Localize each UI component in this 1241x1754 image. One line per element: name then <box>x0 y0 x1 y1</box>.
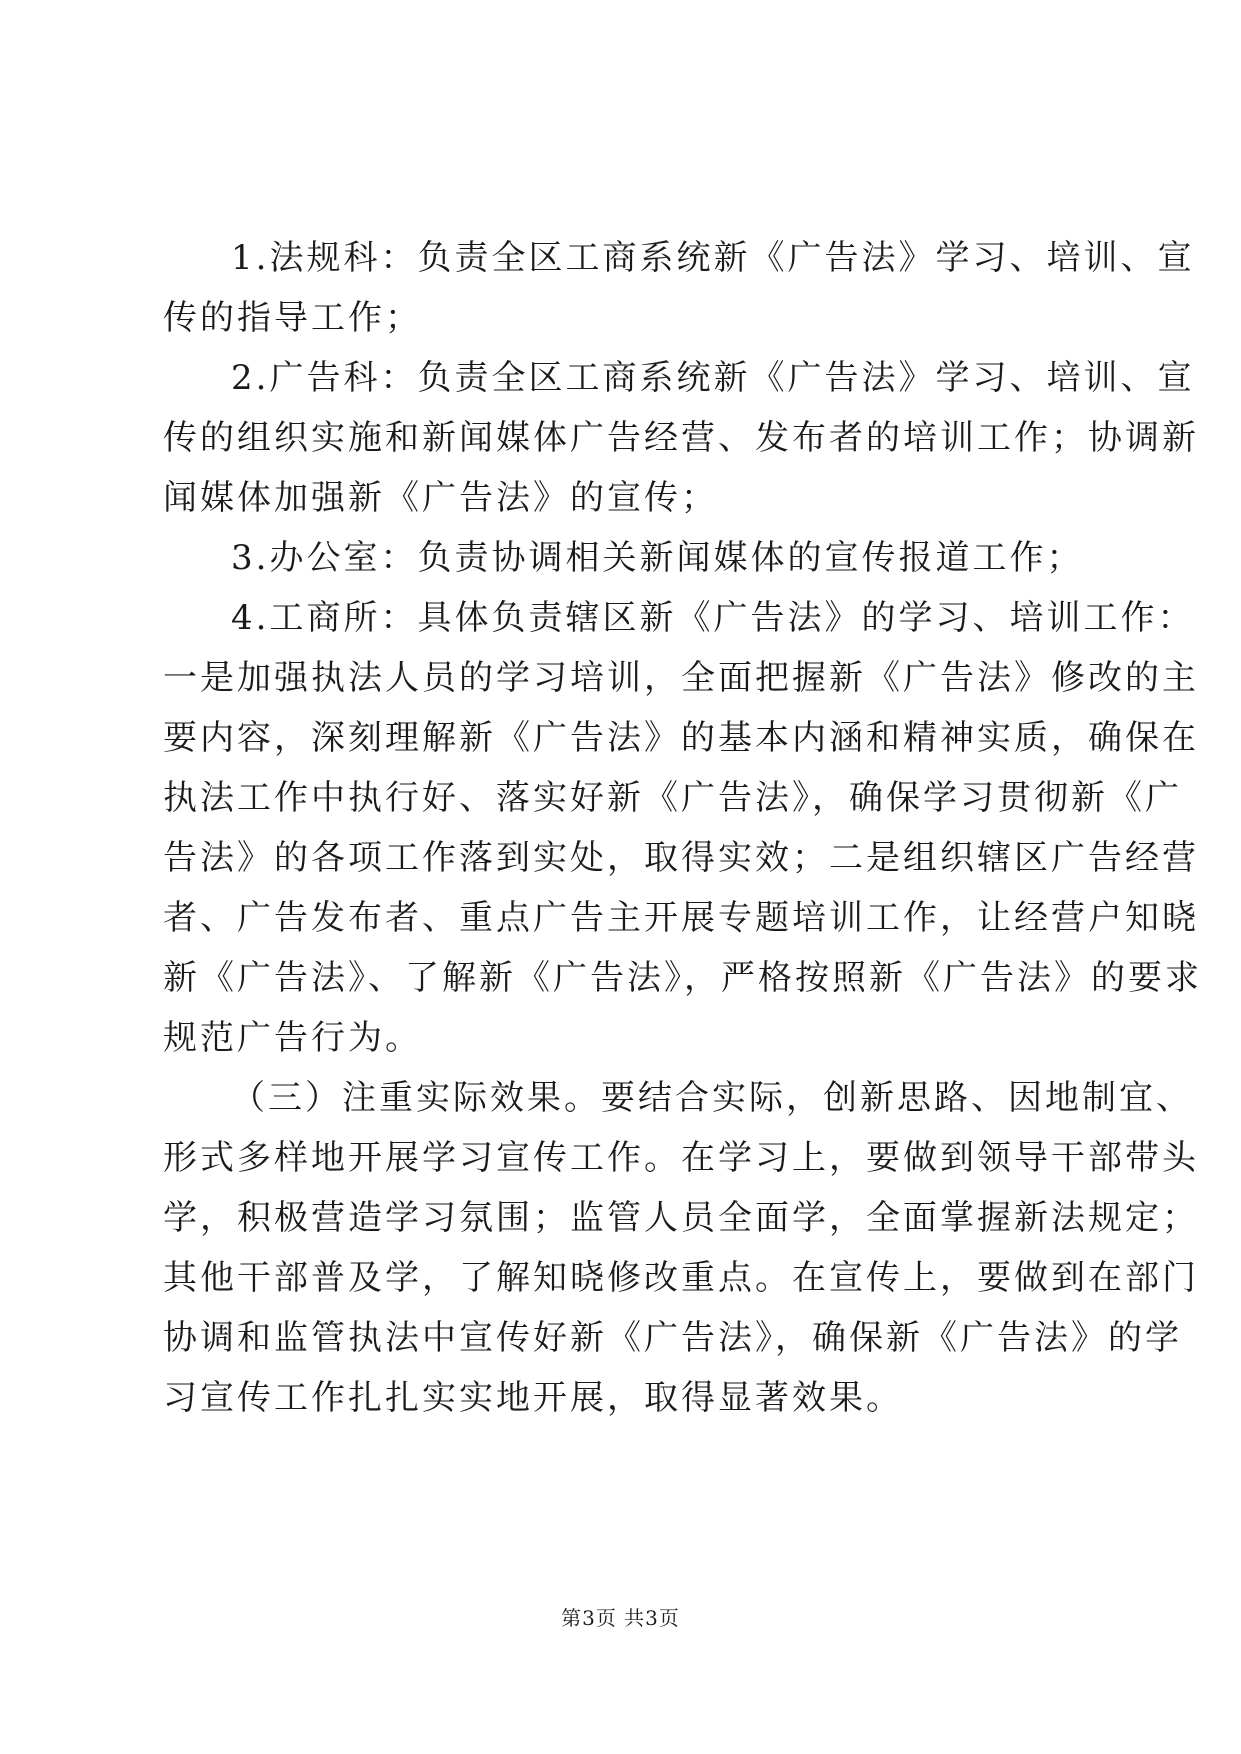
paragraph-line: 学，积极营造学习氛围；监管人员全面学，全面掌握新法规定； <box>163 1198 1199 1238</box>
document-body <box>163 228 1202 1428</box>
paragraph-line: 协调和监管执法中宣传好新《广告法》，确保新《广告法》的学 <box>163 1318 1182 1358</box>
paragraph-line: 执法工作中执行好、落实好新《广告法》，确保学习贯彻新《广 <box>163 778 1182 818</box>
paragraph-line: 其他干部普及学，了解知晓修改重点。在宣传上，要做到在部门 <box>163 1258 1199 1298</box>
paragraph-line: 习宣传工作扎扎实实地开展，取得显著效果。 <box>163 1378 903 1418</box>
paragraph-line: 要内容，深刻理解新《广告法》的基本内涵和精神实质，确保在 <box>163 718 1199 758</box>
paragraph-line: 4.工商所：具体负责辖区新《广告法》的学习、培训工作： <box>231 598 1195 638</box>
page-number-footer: 第3页 共3页 <box>561 1606 680 1630</box>
paragraph-line: 传的指导工作； <box>163 298 422 338</box>
paragraph-line: 一是加强执法人员的学习培训，全面把握新《广告法》修改的主 <box>163 658 1199 698</box>
paragraph-line: 者、广告发布者、重点广告主开展专题培训工作，让经营户知晓 <box>163 898 1199 938</box>
paragraph-line: 2.广告科：负责全区工商系统新《广告法》学习、培训、宣 <box>231 358 1195 398</box>
paragraph-line: 传的组织实施和新闻媒体广告经营、发布者的培训工作；协调新 <box>163 418 1199 458</box>
paragraph-line: 告法》的各项工作落到实处，取得实效；二是组织辖区广告经营 <box>163 838 1199 878</box>
paragraph-line: 3.办公室：负责协调相关新闻媒体的宣传报道工作； <box>231 538 1084 578</box>
paragraph-line: 闻媒体加强新《广告法》的宣传； <box>163 478 718 518</box>
paragraph-line: 1.法规科：负责全区工商系统新《广告法》学习、培训、宣 <box>231 238 1195 278</box>
paragraph-line: （三）注重实际效果。要结合实际，创新思路、因地制宜、 <box>231 1078 1193 1118</box>
paragraph-line: 新《广告法》、了解新《广告法》，严格按照新《广告法》的要求 <box>163 958 1202 998</box>
paragraph-line: 规范广告行为。 <box>163 1018 422 1058</box>
paragraph-line: 形式多样地开展学习宣传工作。在学习上，要做到领导干部带头 <box>163 1138 1199 1178</box>
